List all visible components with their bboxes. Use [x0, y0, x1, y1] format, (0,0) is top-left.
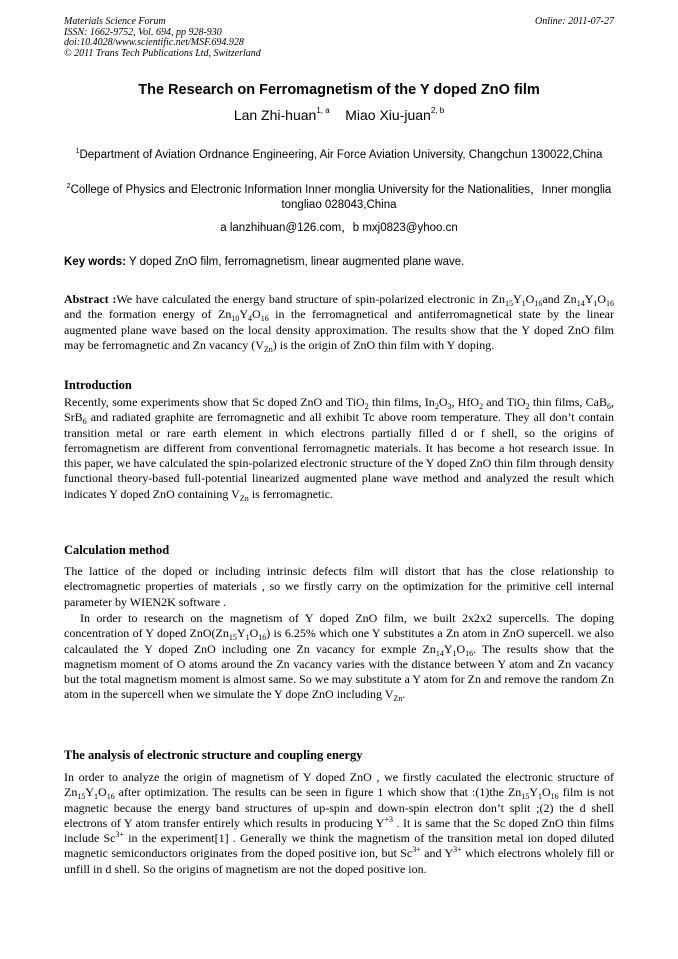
subscript: 16 [606, 299, 615, 308]
subscript: 15 [77, 792, 86, 802]
subscript: Zn [263, 344, 273, 354]
affiliation-2 [64, 179, 614, 213]
text-run: and TiO [483, 395, 526, 409]
superscript: 3+ [453, 845, 462, 855]
text-run: and Zn [542, 292, 577, 306]
subscript: 4 [248, 314, 253, 324]
abstract-paragraph [64, 292, 614, 353]
text-run: Y [512, 292, 522, 306]
text-run: in the ferromagnetical and antiferromagnetical state by the linear augmented plane wave based on the local density approximation. The results show that the Y doped ZnO film may be ferromagnetic and Zn vacancy (V [64, 307, 614, 352]
subscript: 2 [525, 402, 530, 411]
subscript: 16 [465, 648, 474, 658]
author-1-mark: 1, a [316, 106, 330, 115]
text-run: In order to analyze the origin of magnetism of Y doped ZnO , we firstly caculated the electronic structure of Zn [64, 770, 614, 800]
subscript: 6 [607, 402, 611, 411]
text-run: and radiated graphite are ferromagnetic and all exhibit Tc above room temperature. They all don’t contain transition metal or rare earth element in which electrons partially filled d or f shell, so the origins of ferromagnetism are different from conventional ferromagnetic materials. It has become a hot research issue. In this paper, we have calculated the spin-polarized electronic structure of the Y doped ZnO thin film through density functional theory-based full-potential linearized augmented plane wave method and analyzed the result which indicates Y doped ZnO containing V [64, 410, 614, 501]
author-2: Miao Xiu-juan [345, 107, 431, 123]
subscript: 1 [94, 792, 99, 802]
text-run: . It is same that the Sc doped ZnO thin films include Sc [64, 815, 614, 846]
subscript: 3 [447, 402, 452, 411]
affiliation-1 [64, 144, 614, 163]
keywords [64, 256, 464, 268]
text-run: Recently, some experiments show that Sc doped ZnO and TiO [64, 395, 365, 409]
subscript: 15 [521, 792, 530, 802]
email-line: a lanzhihuan@126.com，b mxj0823@yhoo.cn [220, 222, 458, 234]
text-run: is ferromagnetic. [248, 486, 334, 501]
text-run: O [249, 626, 259, 641]
text-run: O [252, 307, 261, 322]
introduction-paragraph [64, 395, 614, 502]
keywords-label: Key words: [64, 256, 126, 268]
copyright-line: © 2011 Trans Tech Publications Ltd, Switzerland [64, 47, 261, 59]
doi-line: doi:10.4028/www.scientific.net/MSF.694.928 [64, 37, 244, 48]
subscript: 1 [245, 633, 250, 643]
superscript: 3+ [412, 845, 421, 855]
text-run: thin films, CaB [529, 395, 607, 409]
subscript: 1 [537, 792, 542, 802]
text-run: O [98, 785, 107, 800]
text-run: Y [584, 292, 594, 306]
subscript: 1 [452, 648, 457, 658]
author-2-mark: 2, b [430, 106, 445, 115]
online-date: Online: 2011-07-27 [535, 16, 614, 27]
text-run: O [456, 641, 466, 656]
text-run: Y [529, 785, 538, 800]
subscript: 1 [521, 299, 526, 308]
subscript: 6 [82, 417, 87, 427]
subscript: 15 [504, 299, 513, 308]
subscript: 2 [434, 402, 439, 411]
text-run: ) is the origin of ZnO thin film with Y doping. [272, 337, 495, 352]
analysis-heading: The analysis of electronic structure and coupling energy [64, 748, 363, 762]
affiliation-1-mark: 1 [75, 148, 80, 155]
text-run: ) is 6.25% which one Y substitutes a Zn atom in ZnO supercell. we also calcaulated the Y doped ZnO including one Zn vacancy for exmple Zn [64, 626, 614, 656]
text-run: film is not magnetic because the energy band structures of up-spin and down-spin electron don’t split ;(2) the d shell electrons of Y atom transfer entirely which results in producing Y [64, 785, 614, 830]
text-run: Y [85, 785, 95, 800]
author-1: Lan Zhi-huan [233, 107, 317, 123]
text-run: We have calculated the energy band structure of spin-polarized electronic in Zn [116, 292, 505, 306]
text-run: . [402, 687, 406, 702]
superscript: 3+ [115, 830, 125, 840]
subscript: 14 [435, 648, 444, 658]
text-run: O [597, 292, 607, 306]
subscript: 16 [260, 314, 269, 324]
text-run: Y [239, 307, 249, 322]
text-run: , SrB [64, 395, 614, 425]
calculation-paragraph-1: The lattice of the doped or including intrinsic defects film will distort that has the close relationship to electromagnetic properties of materials , so we firstly carry on the optimization for the primitive cell internal parameter by WIEN2K software . [64, 564, 614, 609]
text-run: in the experiment[1] . Generally we think the magnetism of the transition metal ion doped diluted magnetic semiconductors originates from the doped positive ion, but Sc [64, 831, 614, 861]
calculation-paragraph-2 [64, 611, 614, 703]
text-run: In order to research on the magnetism of Y doped ZnO film, we built 2x2x2 supercells. The doping concentration of Y doped ZnO(Zn [64, 611, 614, 641]
text-run: O [438, 395, 448, 409]
superscript: +3 [384, 814, 393, 824]
text-run: O [541, 785, 551, 800]
text-run: , HfO [451, 395, 480, 409]
subscript: Zn [393, 694, 403, 704]
text-run: Y [236, 626, 246, 641]
journal-name: Materials Science Forum [64, 16, 166, 27]
issn-line: ISSN: 1662-9752, Vol. 694, pp 928-930 [64, 26, 222, 38]
analysis-paragraph [64, 770, 614, 877]
affiliation-2-mark: 2 [66, 183, 71, 190]
introduction-heading: Introduction [64, 378, 132, 392]
subscript: 16 [258, 633, 267, 643]
affiliation-2-text: College of Physics and Electronic Information Inner monglia University for the Nationalities，Inner monglia tongliao 028043,China [70, 184, 612, 211]
author-line [0, 106, 678, 123]
subscript: 16 [534, 299, 543, 308]
keywords-text: Y doped ZnO film, ferromagnetism, linear augmented plane wave. [126, 256, 465, 268]
subscript: 16 [106, 792, 115, 802]
subscript: 1 [593, 299, 598, 308]
text-run: . The results show that the magnetism moment of O atoms around the Zn vacancy varies with the distance between Y atom and Zn vacancy but the total magnetism moment is almost same. So we may substitute a Y atom for Zn and remove the random Zn atom in the supercell when we simulate the Y dope ZnO including V [64, 641, 614, 702]
text-run: Y [443, 641, 453, 656]
text-run: which electrons wholely fill or unfill in d shell. So the origins of magnetism are not the doped positive ion. [64, 846, 615, 876]
paper-title: The Research on Ferromagnetism of the Y doped ZnO film [138, 82, 540, 98]
text-run: thin films, In [368, 395, 435, 409]
subscript: 2 [479, 402, 484, 411]
text-run: and Y [420, 846, 454, 861]
text-run: after optimization. The results can be seen in figure 1 which show that :(1)the Zn [114, 785, 522, 800]
journal-header [64, 17, 261, 59]
subscript: 10 [231, 314, 240, 324]
text-run: O [525, 292, 535, 306]
subscript: Zn [239, 493, 249, 503]
subscript: 16 [550, 792, 559, 802]
subscript: 14 [576, 299, 585, 308]
abstract-label: Abstract : [64, 292, 117, 306]
affiliation-1-text: Department of Aviation Ordnance Engineering, Air Force Aviation University, Changchun 130022,China [79, 149, 603, 161]
calculation-heading: Calculation method [64, 543, 170, 557]
subscript: 2 [364, 402, 369, 411]
subscript: 15 [228, 633, 237, 643]
text-run: and the formation energy of Zn [64, 307, 232, 322]
